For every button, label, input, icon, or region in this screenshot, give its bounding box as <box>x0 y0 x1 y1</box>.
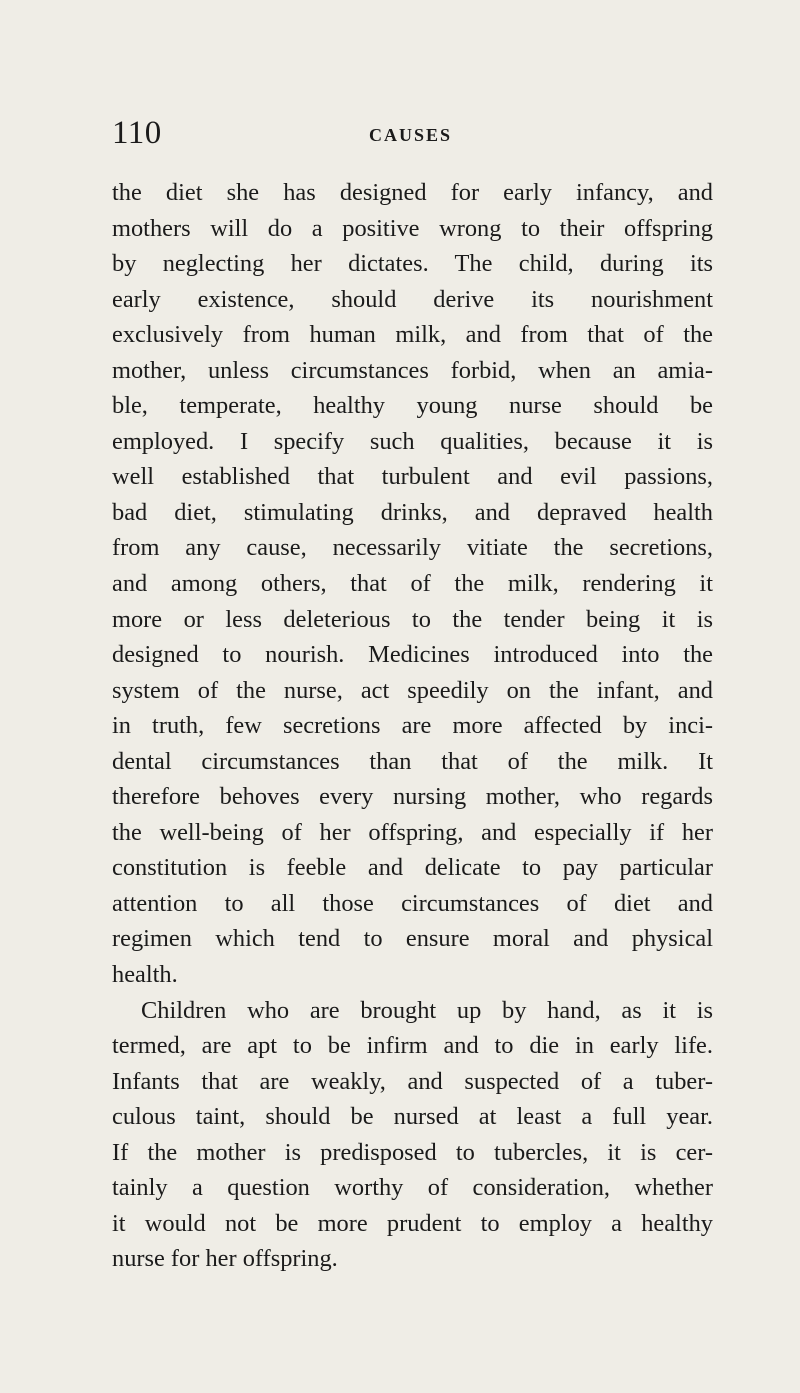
text-line: dental circumstances than that of the milk. It <box>112 747 713 775</box>
running-head: CAUSES <box>369 125 453 145</box>
text-line: and among others, that of the milk, rendering it <box>112 570 713 598</box>
text-line: mother, unless circumstances forbid, when an amia- <box>112 356 713 384</box>
text-line: tainly a question worthy of consideration, whether <box>112 1174 713 1202</box>
text-line: culous taint, should be nursed at least a full year. <box>112 1103 713 1131</box>
page-header <box>112 113 712 153</box>
text-line: termed, are apt to be infirm and to die in early life. <box>112 1032 713 1060</box>
text-line: by neglecting her dictates. The child, during its <box>112 250 713 278</box>
text-line: health. <box>112 961 178 989</box>
text-line: ble, temperate, healthy young nurse should be <box>112 392 713 420</box>
text-line: exclusively from human milk, and from that of the <box>112 321 713 349</box>
text-line: nurse for her offspring. <box>112 1245 338 1273</box>
text-line: attention to all those circumstances of diet and <box>112 889 713 917</box>
text-line: more or less deleterious to the tender being it is <box>112 605 713 633</box>
text-line: well established that turbulent and evil passions, <box>112 463 713 491</box>
page-number: 110 <box>112 115 162 151</box>
text-line: Children who are brought up by hand, as it is <box>141 996 713 1024</box>
text-line: from any cause, necessarily vitiate the secretions, <box>112 534 713 562</box>
text-line: the well-being of her offspring, and especially if her <box>112 818 713 846</box>
text-line: Infants that are weakly, and suspected of a tuber- <box>112 1067 713 1095</box>
text-line: system of the nurse, act speedily on the infant, and <box>112 676 713 704</box>
text-line: constitution is feeble and delicate to pay particular <box>112 854 713 882</box>
body-text <box>112 175 713 1277</box>
text-line: the diet she has designed for early infancy, and <box>112 179 713 206</box>
paragraph <box>112 993 713 1277</box>
text-line: therefore behoves every nursing mother, who regards <box>112 783 713 811</box>
text-line: designed to nourish. Medicines introduced into the <box>112 641 713 669</box>
text-line: in truth, few secretions are more affected by inci- <box>112 712 713 740</box>
text-line: mothers will do a positive wrong to their offspring <box>112 214 713 242</box>
text-line: If the mother is predisposed to tubercles, it is cer- <box>112 1138 713 1166</box>
text-line: bad diet, stimulating drinks, and depraved health <box>112 498 713 526</box>
text-line: regimen which tend to ensure moral and physical <box>112 925 713 953</box>
text-line: early existence, should derive its nourishment <box>112 285 713 313</box>
text-line: employed. I specify such qualities, because it is <box>112 427 713 455</box>
text-line: it would not be more prudent to employ a healthy <box>112 1209 713 1237</box>
paragraph <box>112 175 713 993</box>
